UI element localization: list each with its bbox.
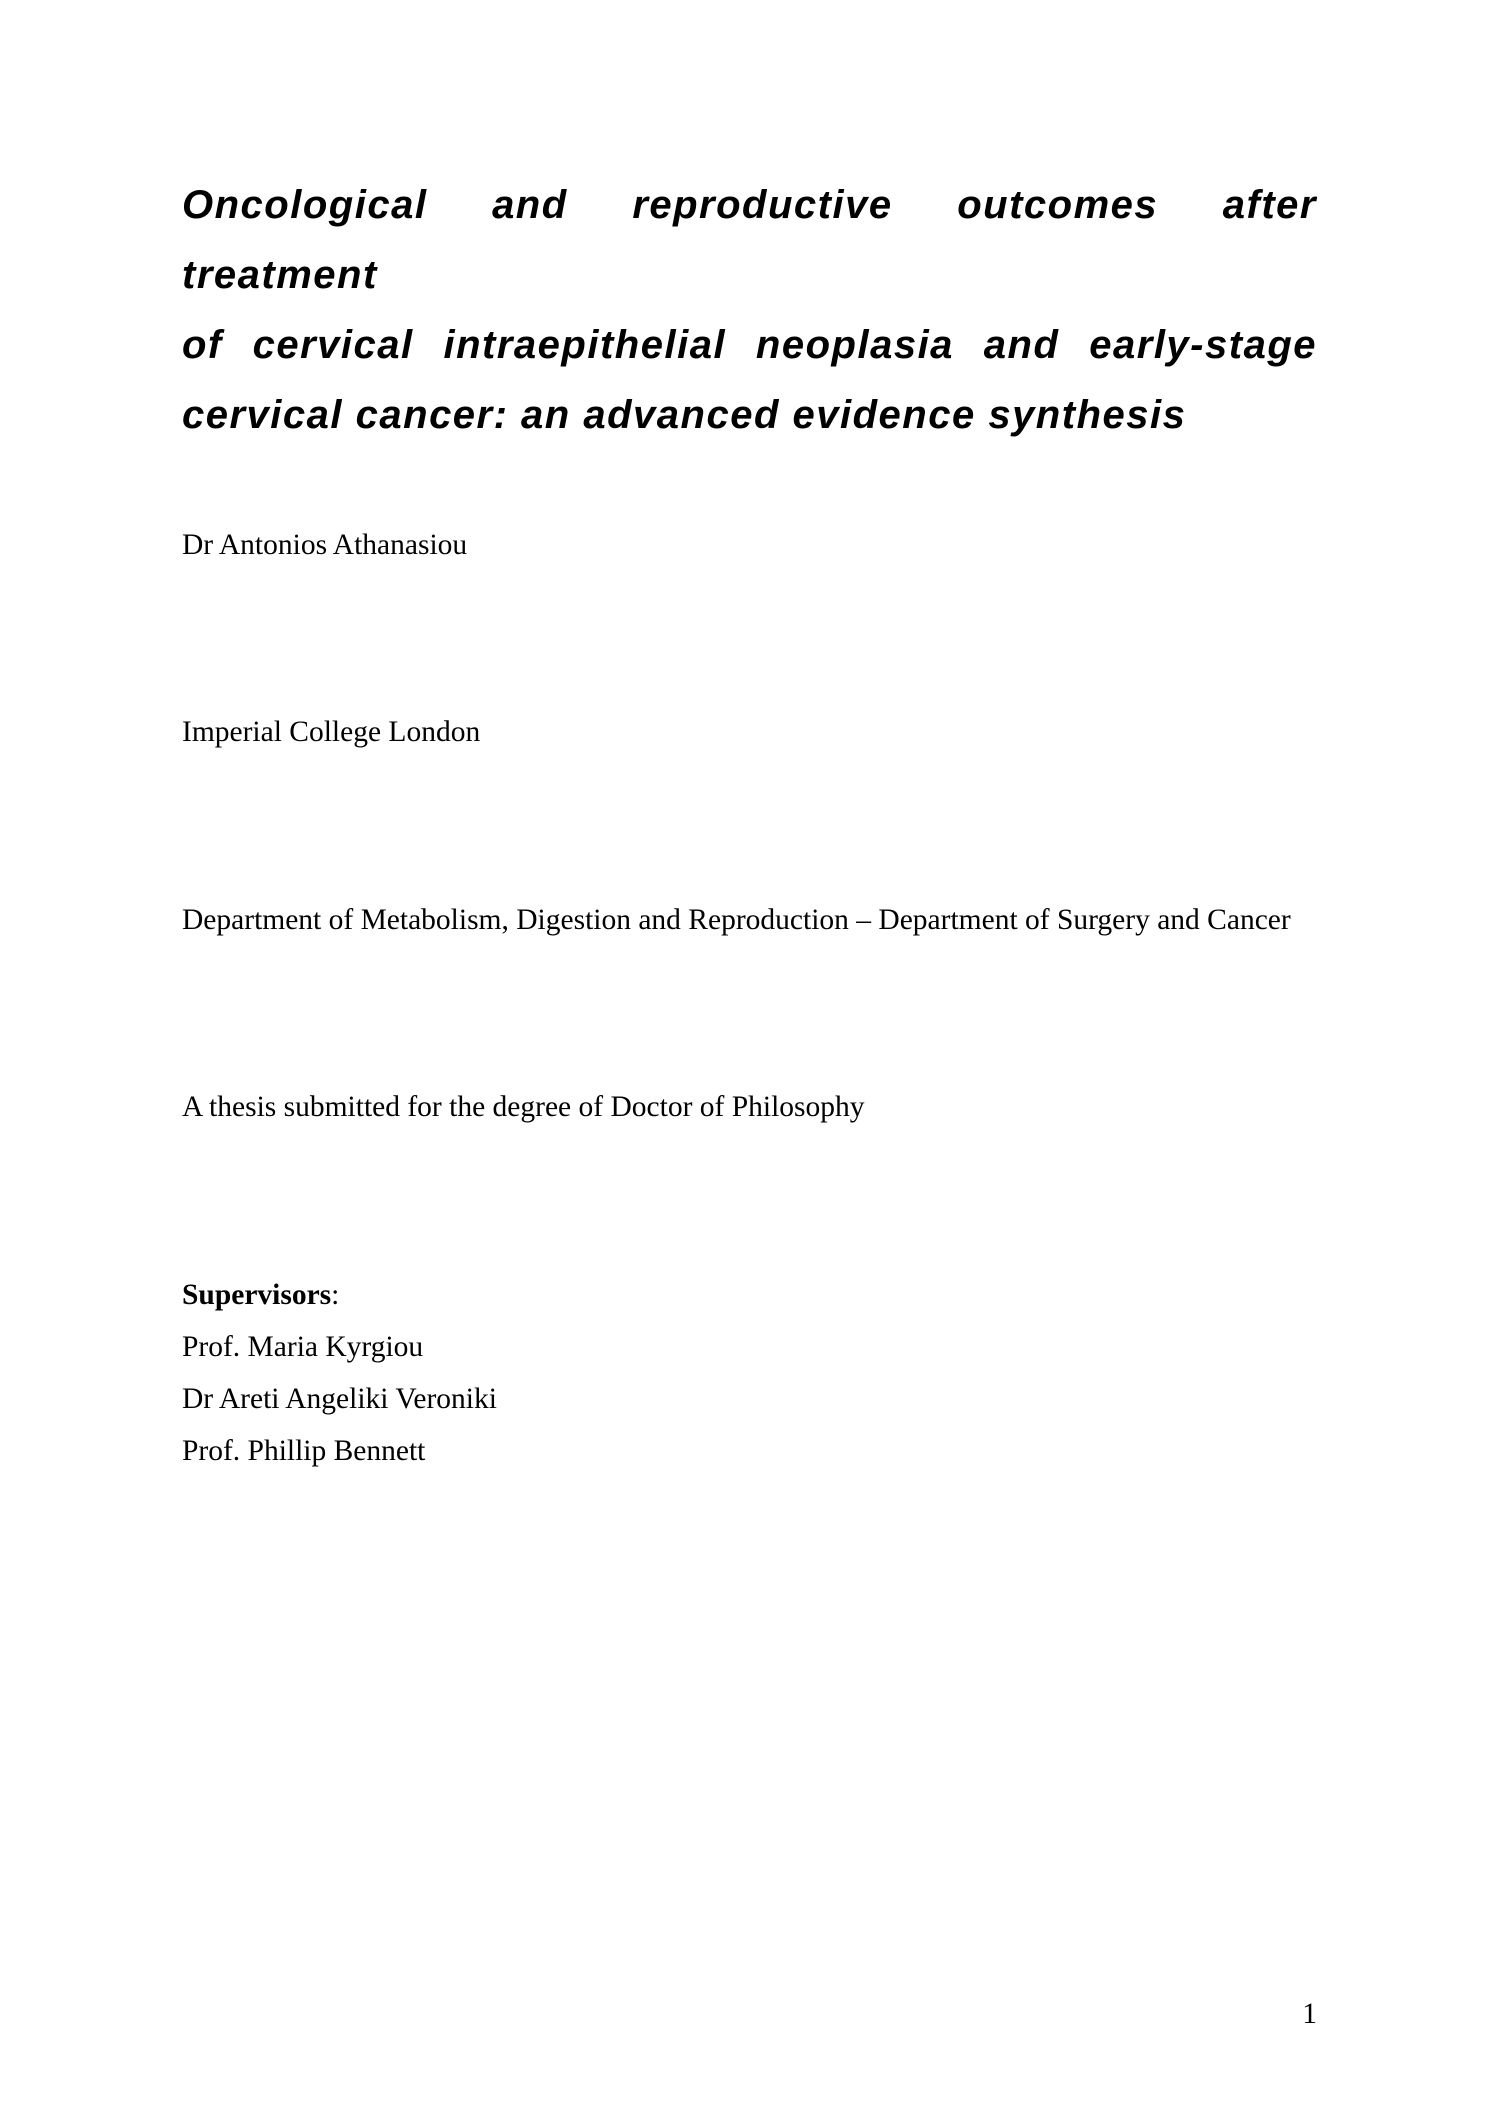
thesis-title-line-3: cervical cancer: an advanced evidence synthesis	[182, 393, 1187, 437]
supervisors-section	[182, 1269, 497, 1477]
thesis-title-line-1: Oncological and reproductive outcomes after treatment	[182, 183, 1317, 297]
page-number: 1	[1302, 1998, 1317, 2030]
supervisors-heading	[182, 1279, 339, 1311]
department-name: Department of Metabolism, Digestion and Reproduction – Department of Surgery and Cancer	[182, 904, 1291, 936]
institution-name: Imperial College London	[182, 716, 481, 748]
degree-statement: A thesis submitted for the degree of Doctor of Philosophy	[182, 1091, 865, 1123]
supervisor-name: Dr Areti Angeliki Veroniki	[182, 1383, 497, 1415]
supervisor-name: Prof. Maria Kyrgiou	[182, 1331, 424, 1363]
thesis-title-line-2: of cervical intraepithelial neoplasia and early-stage	[182, 323, 1317, 367]
supervisors-heading-label: Supervisors	[182, 1279, 332, 1311]
supervisors-heading-colon: :	[331, 1279, 340, 1311]
thesis-title	[182, 170, 1317, 450]
author-name: Dr Antonios Athanasiou	[182, 529, 468, 561]
supervisor-name: Prof. Phillip Bennett	[182, 1435, 426, 1467]
